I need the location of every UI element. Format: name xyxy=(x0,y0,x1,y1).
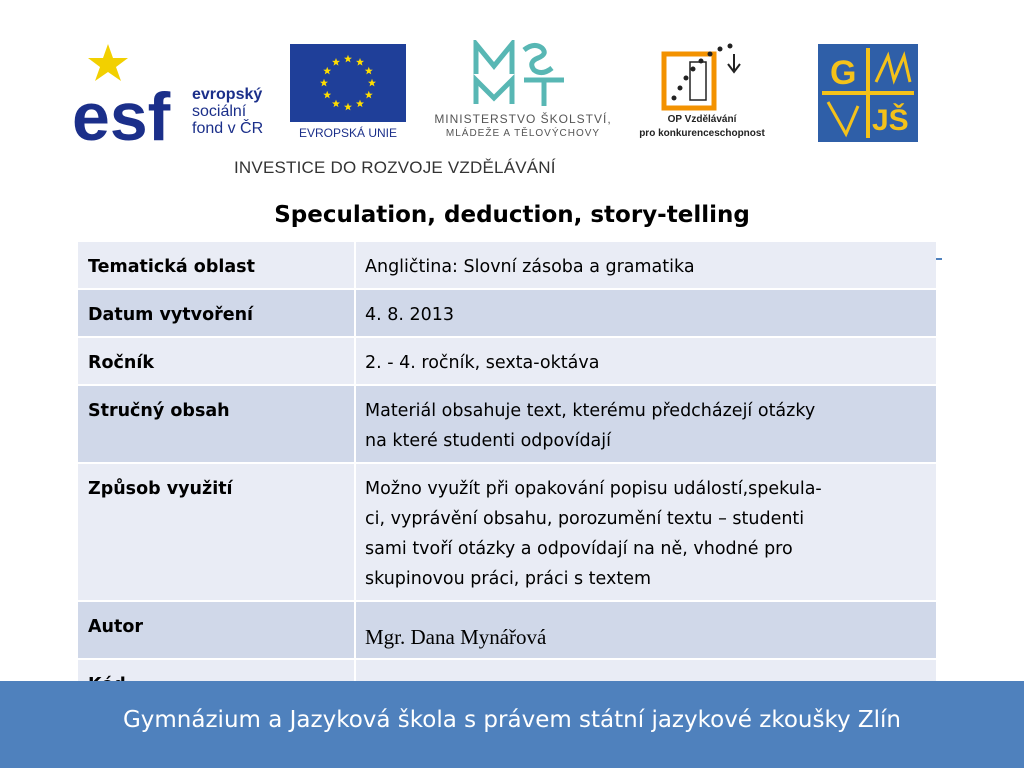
esf-word-3: fond v ČR xyxy=(192,120,264,137)
row-label-rocnik: Ročník xyxy=(78,337,355,385)
eu-star-icon xyxy=(332,100,340,108)
row-label-strucny-obsah: Stručný obsah xyxy=(78,385,355,463)
eu-stars xyxy=(290,44,406,122)
esf-star-icon xyxy=(88,44,128,81)
investice-tagline: INVESTICE DO ROZVOJE VZDĚLÁVÁNÍ xyxy=(234,158,556,177)
eu-star-icon xyxy=(344,103,352,111)
eu-star-icon xyxy=(323,67,331,75)
eu-star-icon xyxy=(332,58,340,66)
esf-word-2: sociální xyxy=(192,103,247,120)
table-row xyxy=(78,601,936,659)
op-line-2: pro konkurenceschopnost xyxy=(639,128,765,139)
slide-title: Speculation, deduction, story-telling xyxy=(274,202,750,228)
gjs-letter-g: G xyxy=(830,54,857,92)
esf-words xyxy=(192,86,263,137)
row-value-tematicka-oblast: Angličtina: Slovní zásoba a gramatika xyxy=(355,242,936,289)
table-row xyxy=(78,242,936,289)
value-line: Materiál obsahuje text, kterému předcházejí otázky xyxy=(365,401,816,421)
row-label-autor: Autor xyxy=(78,601,355,659)
row-value-zpusob-vyuziti xyxy=(355,463,936,601)
row-value-strucny-obsah xyxy=(355,385,936,463)
eu-logo xyxy=(288,44,408,142)
value-line: ci, vyprávění obsahu, porozumění textu – studenti xyxy=(365,509,805,529)
row-value-rocnik: 2. - 4. ročník, sexta-oktáva xyxy=(355,337,936,385)
op-mark-icon xyxy=(660,40,744,112)
msmt-line-2: MLÁDEŽE A TĚLOVÝCHOVY xyxy=(445,128,601,139)
value-line: skupinovou práci, práci s textem xyxy=(365,569,652,589)
esf-mark xyxy=(72,42,187,142)
value-line: Možno využít při opakování popisu událostí,spekula- xyxy=(365,479,822,499)
footer-school-name: Gymnázium a Jazyková škola s právem státní jazykové zkoušky Zlín xyxy=(122,707,902,733)
gjs-mark-icon xyxy=(818,44,918,142)
table-row xyxy=(78,289,936,337)
footer-bar xyxy=(0,681,1024,768)
msmt-logo xyxy=(418,40,628,145)
eu-star-icon xyxy=(356,58,364,66)
logo-strip xyxy=(0,0,1024,190)
info-table xyxy=(78,242,936,716)
msmt-line-1: MINISTERSTVO ŠKOLSTVÍ, xyxy=(434,112,612,126)
eu-star-icon xyxy=(323,91,331,99)
row-value-autor: Mgr. Dana Mynářová xyxy=(355,601,936,659)
table-edge-mark xyxy=(936,258,942,260)
table-row xyxy=(78,463,936,601)
op-vzdelavani-logo xyxy=(632,40,772,145)
table-row xyxy=(78,337,936,385)
eu-star-icon xyxy=(365,67,373,75)
eu-label: EVROPSKÁ UNIE xyxy=(298,126,398,140)
esf-word-1: evropský xyxy=(192,86,263,103)
value-line: sami tvoří otázky a odpovídají na ně, vhodné pro xyxy=(365,539,793,559)
row-value-datum-vytvoreni: 4. 8. 2013 xyxy=(355,289,936,337)
row-label-tematicka-oblast: Tematická oblast xyxy=(78,242,355,289)
eu-flag-icon xyxy=(290,44,406,122)
eu-star-icon xyxy=(365,91,373,99)
eu-star-icon xyxy=(344,55,352,63)
gjs-letters-js: JŠ xyxy=(872,104,909,137)
esf-mark-text: esf xyxy=(72,79,171,142)
msmt-mark-icon xyxy=(468,40,578,108)
table-row xyxy=(78,385,936,463)
eu-star-icon xyxy=(368,79,376,87)
eu-star-icon xyxy=(356,100,364,108)
eu-star-icon xyxy=(320,79,328,87)
row-label-datum-vytvoreni: Datum vytvoření xyxy=(78,289,355,337)
row-label-zpusob-vyuziti: Způsob využití xyxy=(78,463,355,601)
gjs-logo xyxy=(818,44,918,142)
op-line-1: OP Vzdělávání xyxy=(667,114,737,125)
esf-logo xyxy=(72,42,282,142)
value-line: na které studenti odpovídají xyxy=(365,431,612,451)
